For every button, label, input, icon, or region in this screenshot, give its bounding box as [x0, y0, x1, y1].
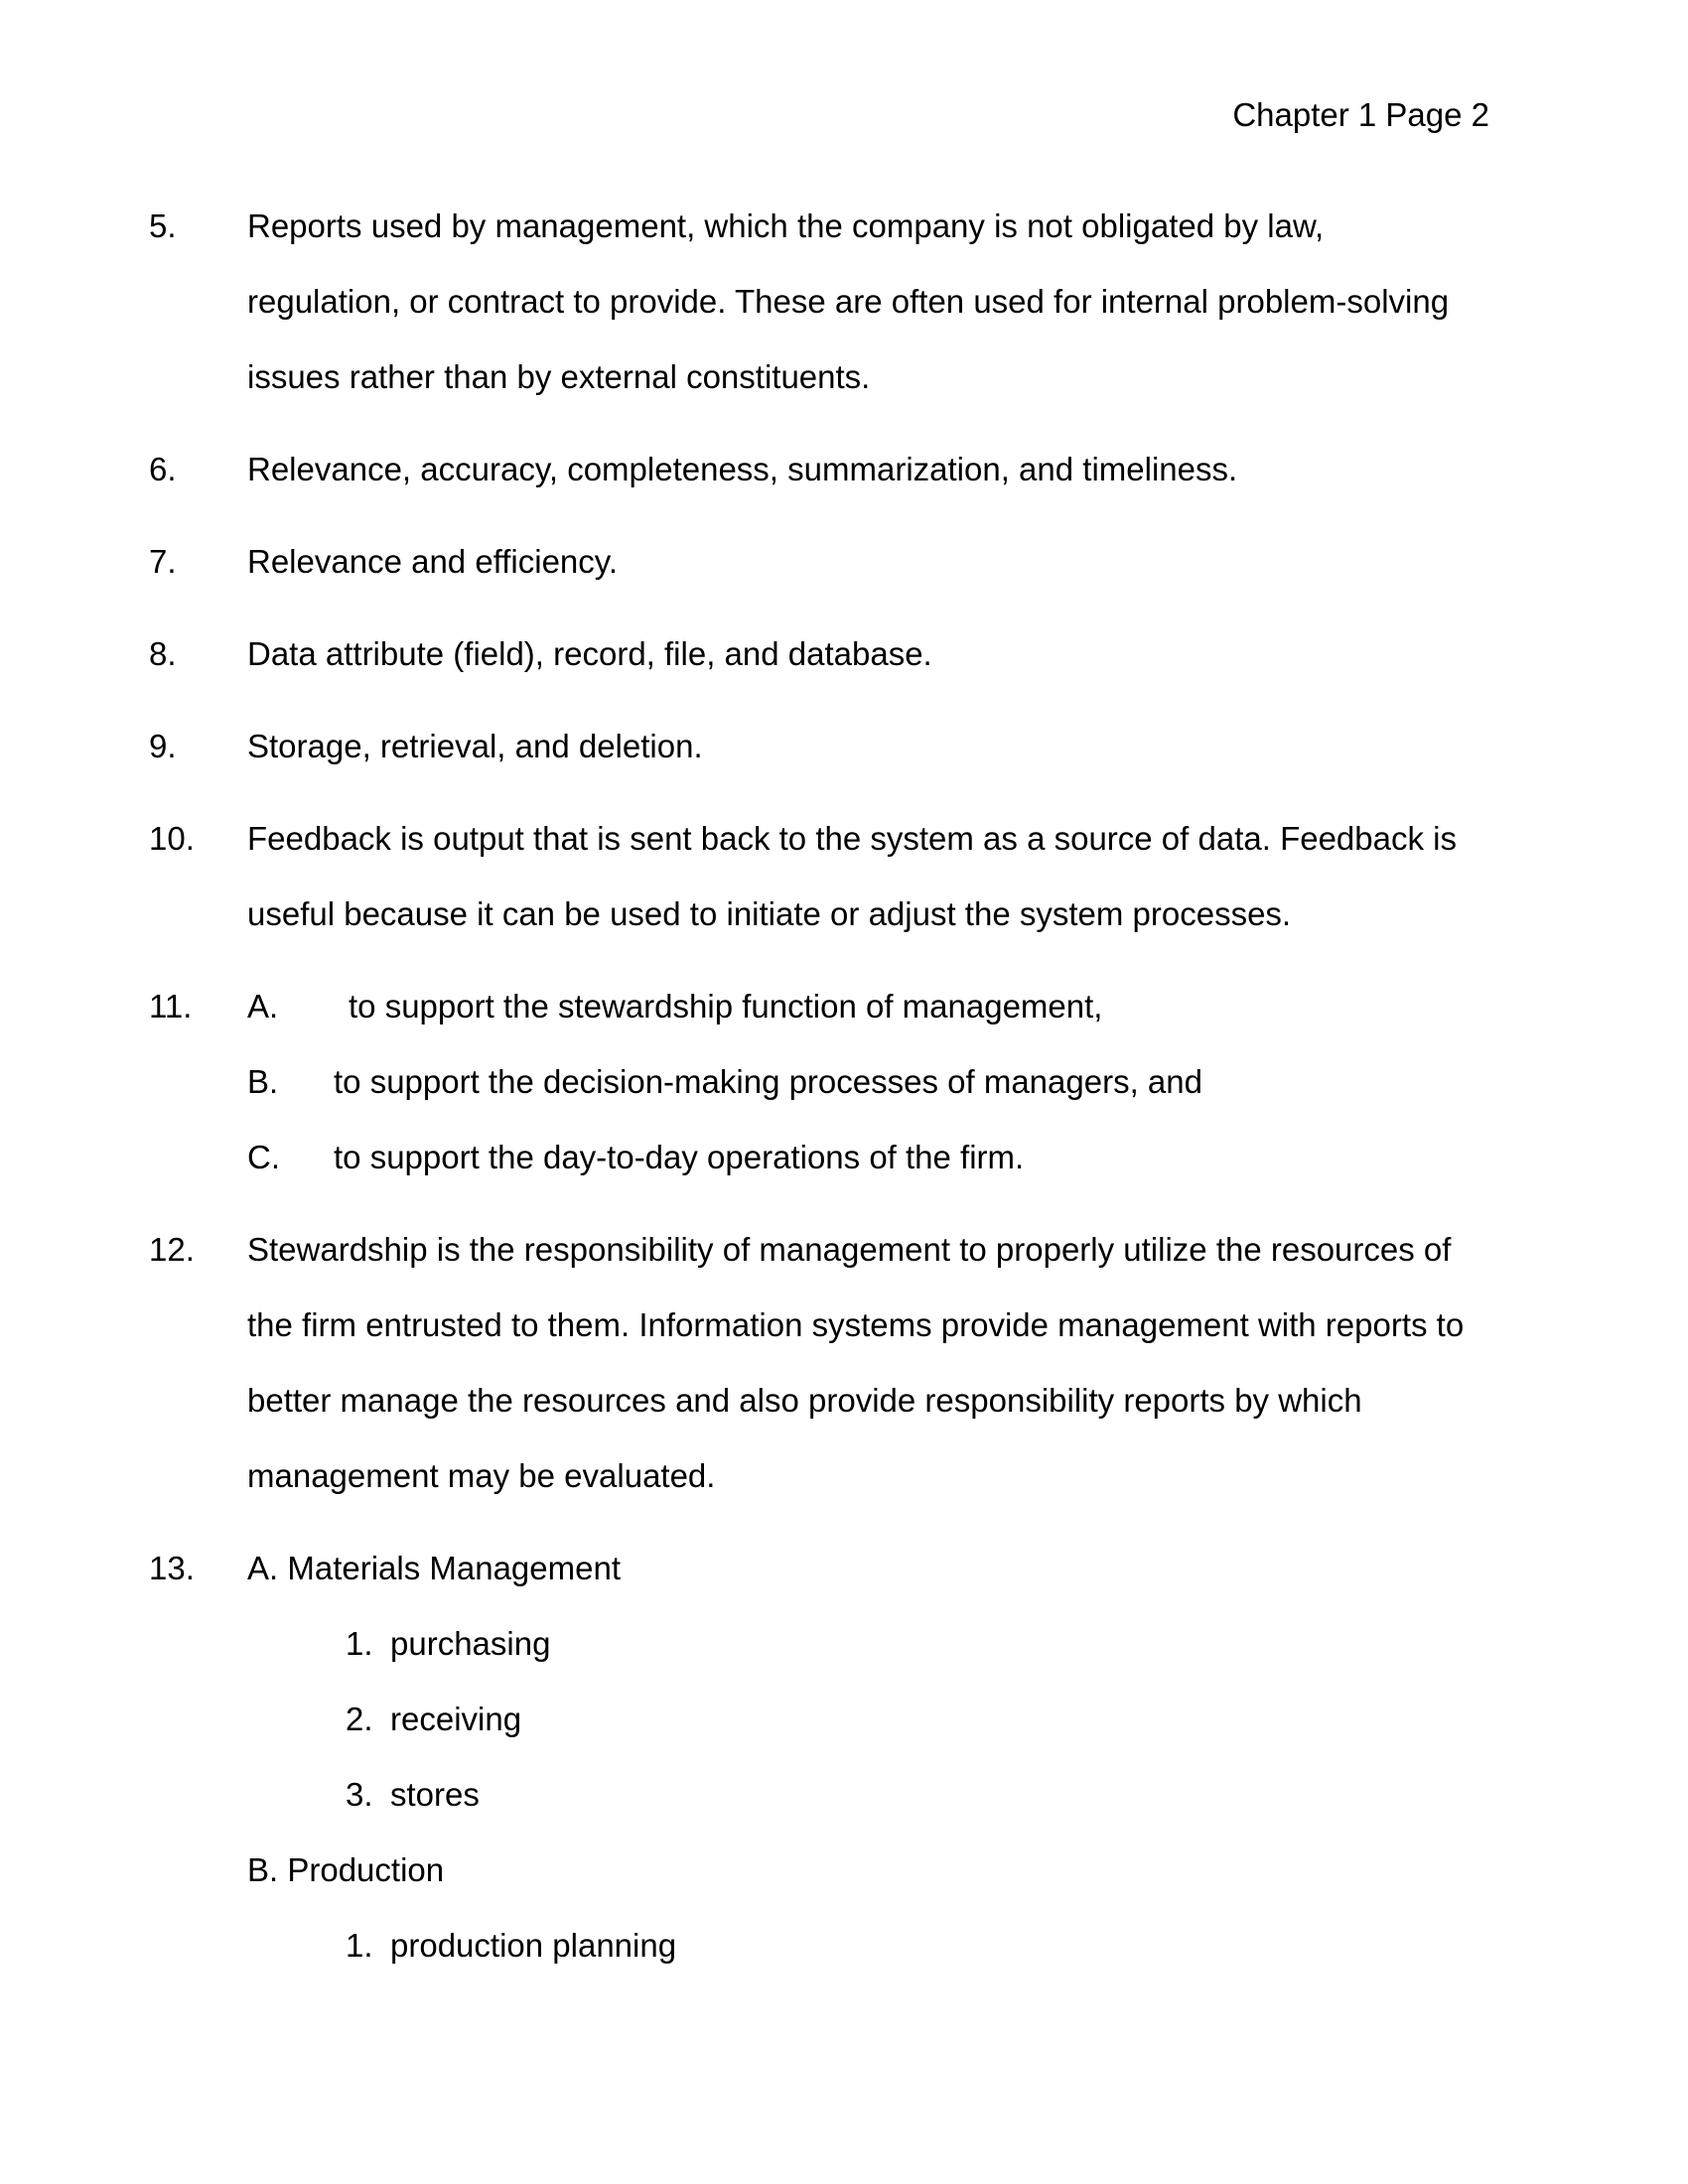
outline-subitem [247, 1908, 1539, 1983]
subitem-number: 1. [346, 1625, 373, 1662]
letter-label: B. [247, 1063, 279, 1100]
list-item [149, 432, 1539, 507]
item-line: Storage, retrieval, and deletion. [247, 728, 703, 764]
item-body [247, 189, 1539, 415]
item-body [247, 709, 1539, 784]
row-text: purchasing [390, 1625, 551, 1662]
row-text: production planning [390, 1927, 677, 1964]
answer-list [149, 189, 1539, 2000]
item-line: issues rather than by external constituents. [247, 358, 871, 395]
item-line: Stewardship is the responsibility of management to properly utilize the resources of [247, 1231, 1452, 1268]
outline-subitem [247, 1682, 1539, 1757]
row-text: stores [390, 1776, 480, 1813]
item-body [247, 1531, 1539, 1983]
list-item [149, 1531, 1539, 1983]
row-text: to support the decision-making processes of managers, and [334, 1063, 1202, 1100]
lettered-row [247, 1044, 1539, 1120]
item-line: management may be evaluated. [247, 1457, 716, 1494]
letter-label: C. [247, 1139, 280, 1175]
row-text: to support the stewardship function of management, [349, 988, 1103, 1024]
item-line: the firm entrusted to them. Information systems provide management with reports to [247, 1306, 1465, 1343]
item-line: regulation, or contract to provide. These are often used for internal problem-solving [247, 283, 1450, 320]
item-line: Relevance and efficiency. [247, 543, 619, 580]
item-body [247, 1212, 1539, 1514]
subitem-number: 3. [346, 1776, 373, 1813]
lettered-row [247, 969, 1539, 1044]
page-header: Chapter 1 Page 2 [1232, 96, 1489, 133]
row-text: receiving [390, 1701, 522, 1737]
item-number: 12. [149, 1231, 195, 1268]
item-line: Feedback is output that is sent back to the system as a source of data. Feedback is [247, 820, 1457, 857]
list-item [149, 1212, 1539, 1514]
item-number: 5. [149, 207, 177, 244]
item-number: 8. [149, 635, 177, 672]
item-line: useful because it can be used to initiate or adjust the system processes. [247, 895, 1292, 932]
item-number: 11. [149, 988, 193, 1024]
row-text: A. Materials Management [247, 1550, 622, 1586]
subitem-number: 1. [346, 1927, 373, 1964]
list-item [149, 616, 1539, 692]
item-line: Reports used by management, which the company is not obligated by law, [247, 207, 1325, 244]
item-number: 6. [149, 451, 177, 487]
list-item [149, 709, 1539, 784]
item-number: 13. [149, 1550, 195, 1586]
item-body [247, 432, 1539, 507]
item-number: 9. [149, 728, 177, 764]
outline-heading [247, 1833, 1539, 1908]
list-item [149, 801, 1539, 952]
outline-subitem [247, 1606, 1539, 1682]
list-item [149, 969, 1539, 1195]
item-body [247, 801, 1539, 952]
item-body [247, 969, 1539, 1195]
row-text: B. Production [247, 1851, 445, 1888]
subitem-number: 2. [346, 1701, 373, 1737]
item-body [247, 524, 1539, 600]
item-number: 7. [149, 543, 177, 580]
item-line: Relevance, accuracy, completeness, summarization, and timeliness. [247, 451, 1238, 487]
item-number: 10. [149, 820, 195, 857]
outline-heading [247, 1531, 1539, 1606]
list-item [149, 189, 1539, 415]
lettered-row [247, 1120, 1539, 1195]
item-line: Data attribute (field), record, file, and database. [247, 635, 932, 672]
item-line: better manage the resources and also provide responsibility reports by which [247, 1382, 1362, 1419]
letter-label: A. [247, 988, 279, 1024]
row-text: to support the day-to-day operations of the firm. [334, 1139, 1025, 1175]
outline-subitem [247, 1757, 1539, 1833]
list-item [149, 524, 1539, 600]
item-body [247, 616, 1539, 692]
